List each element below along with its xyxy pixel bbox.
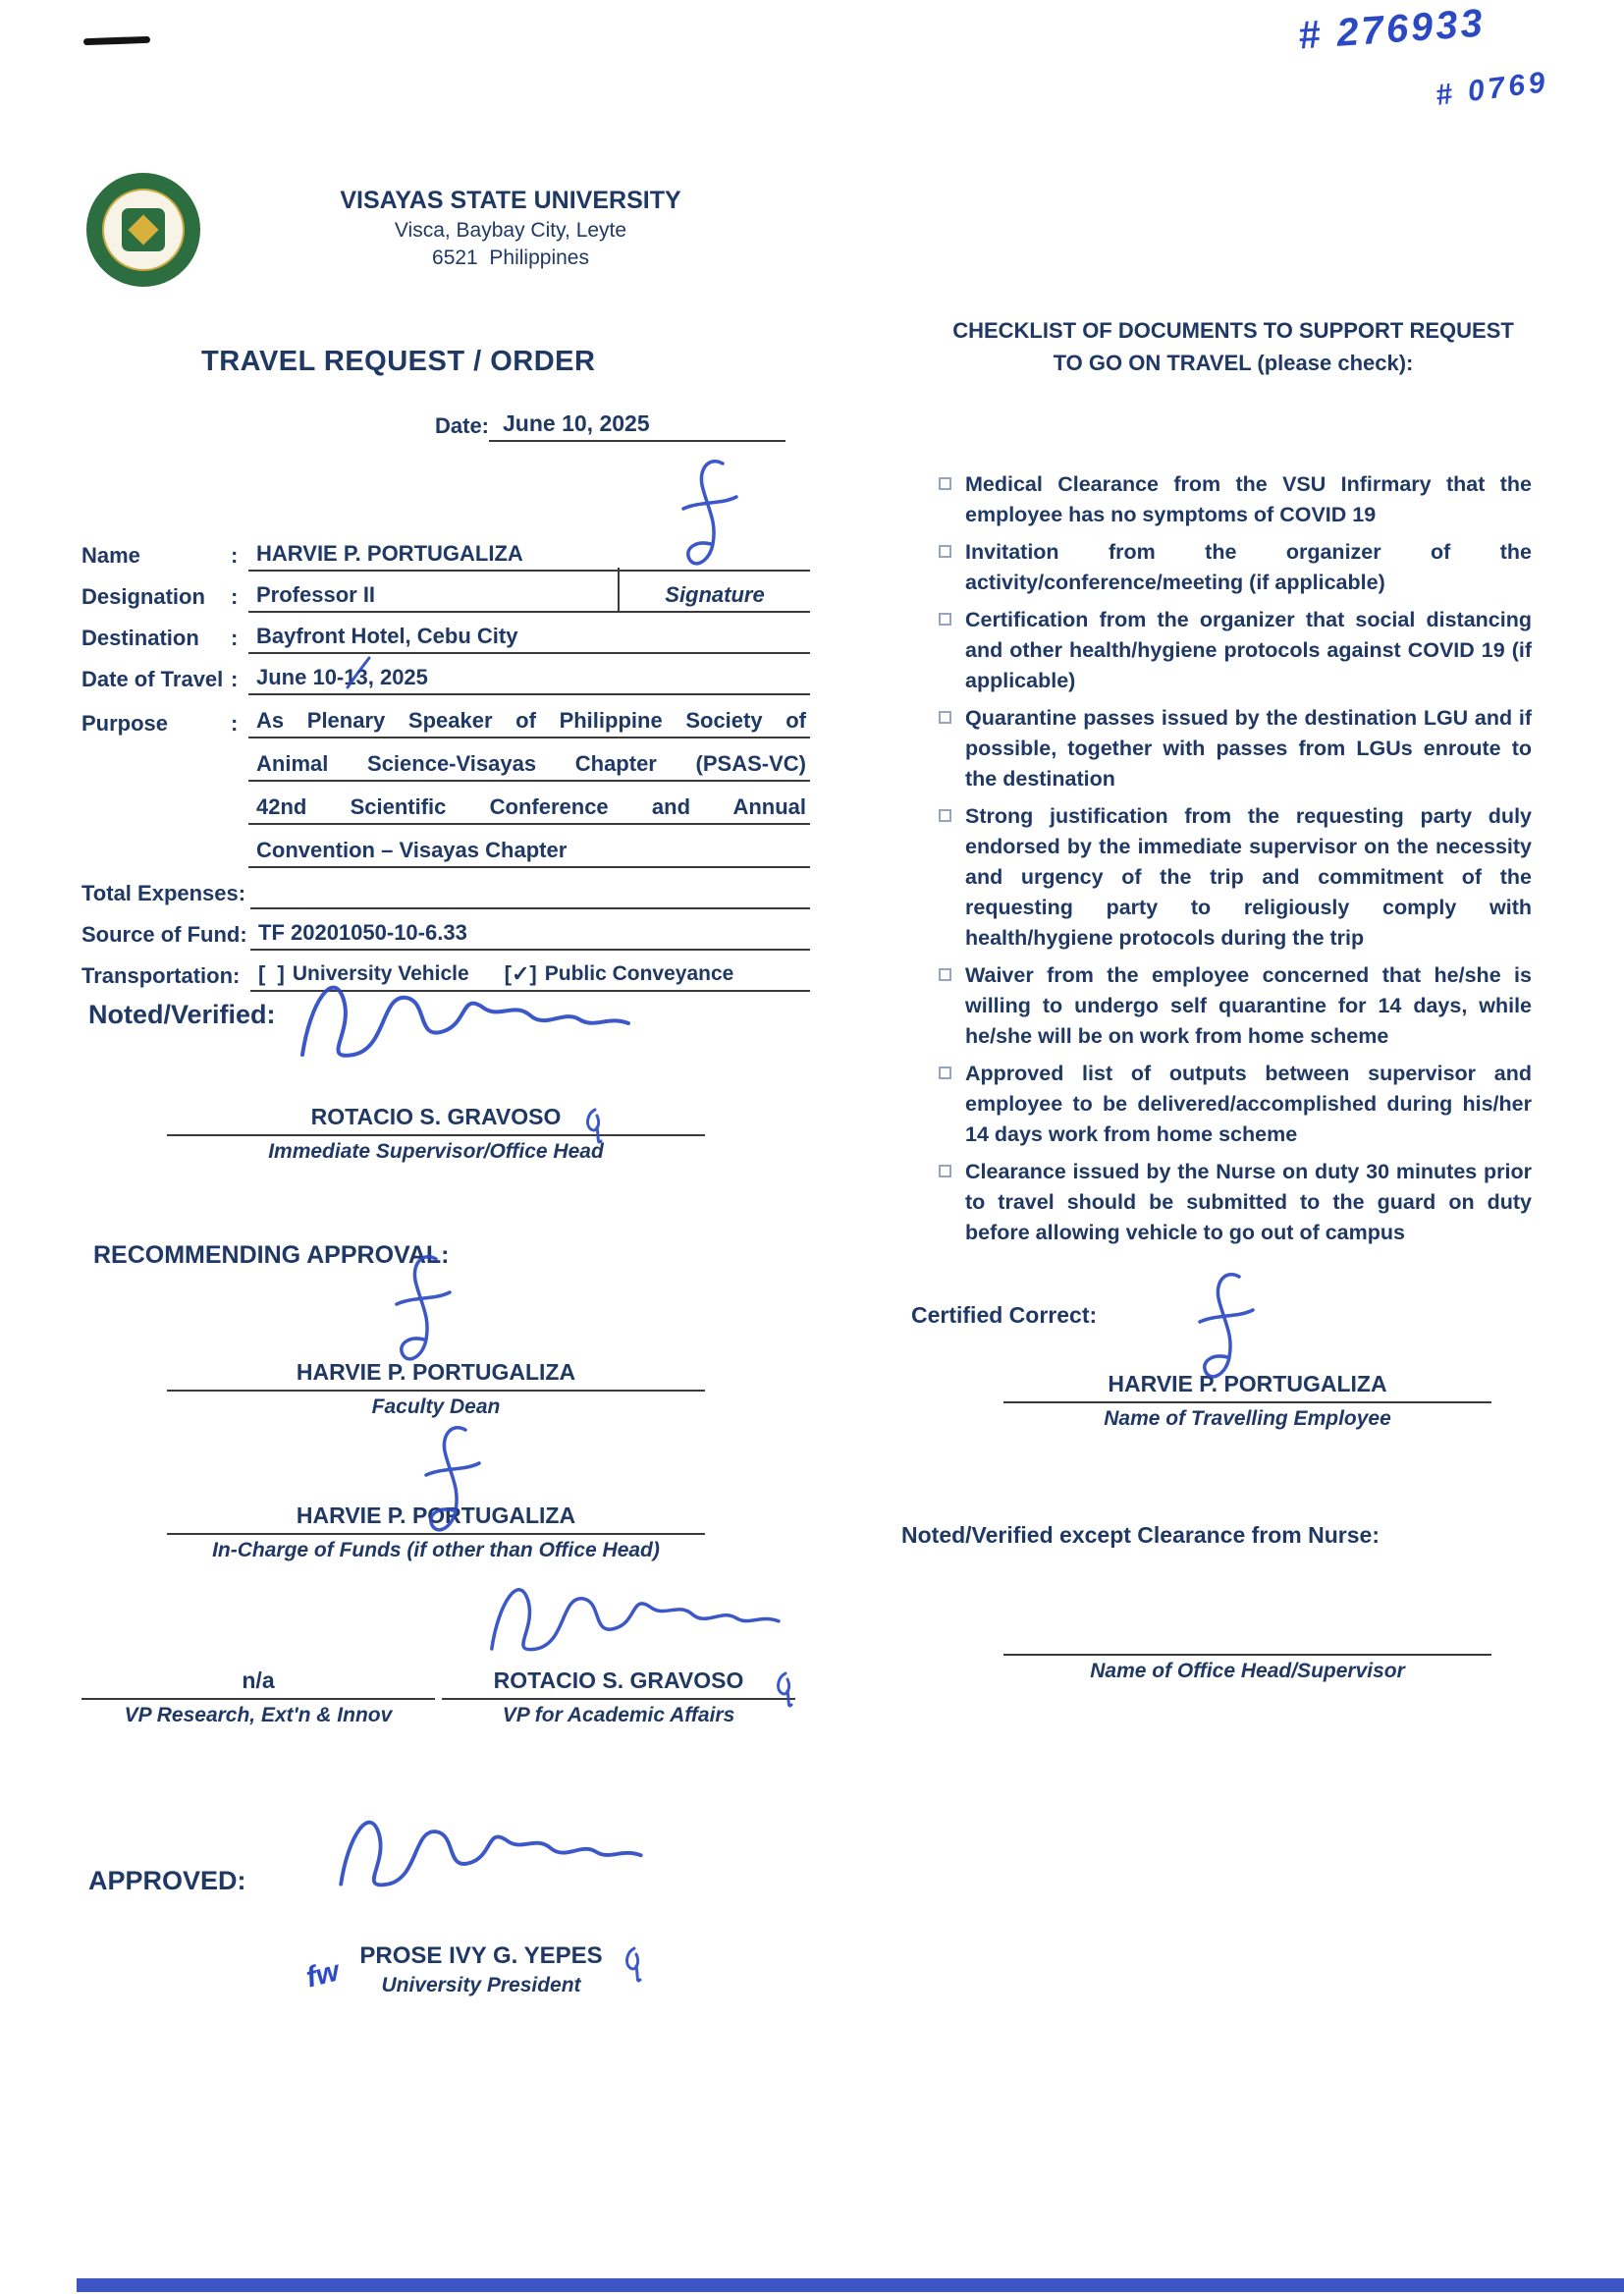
- in-charge-of-funds-title: In-Charge of Funds (if other than Office Head): [212, 1539, 660, 1561]
- checklist-item: [938, 469, 1532, 530]
- checkbox-icon: [939, 1066, 951, 1079]
- request-fields: [81, 530, 810, 992]
- university-vehicle-checkbox: [ ]: [258, 961, 285, 986]
- office-head-caption: Name of Office Head/Supervisor: [1090, 1660, 1405, 1682]
- seal-gold-diamond: [128, 214, 158, 245]
- approved-heading: APPROVED:: [88, 1866, 246, 1895]
- recommending-approval-heading: RECOMMENDING APPROVAL:: [93, 1241, 450, 1269]
- document-title: TRAVEL REQUEST / ORDER: [201, 346, 596, 377]
- signature-president: [341, 1823, 640, 1886]
- public-conveyance-option: Public Conveyance: [544, 962, 734, 985]
- colon: :: [231, 543, 239, 568]
- checkbox-icon: [939, 968, 951, 981]
- field-source-of-fund: [81, 909, 810, 951]
- handwritten-ref-number-2: # 0769: [1434, 66, 1551, 112]
- purpose-line: Convention – Visayas Chapter: [248, 825, 810, 868]
- checklist-item: [938, 537, 1532, 598]
- purpose-line: 42nd Scientific Conference and Annual: [248, 782, 810, 825]
- checklist-item-text: Approved list of outputs between supervisor and employee to be delivered/accomplished during his/her 14 days work from home scheme: [965, 1062, 1532, 1146]
- checkbox-icon: [939, 477, 951, 490]
- handwritten-fw-note: fw: [302, 1954, 343, 1995]
- purpose-label: Purpose: [81, 711, 169, 736]
- checklist-item-text: Waiver from the employee concerned that he/she is willing to undergo self quarantine for 14 days, while he/she will be on work from home scheme: [965, 963, 1532, 1048]
- vp-research-title: VP Research, Ext'n & Innov: [124, 1704, 393, 1726]
- transportation-label: Transportation:: [81, 963, 241, 988]
- faculty-dean-title: Faculty Dean: [371, 1395, 501, 1418]
- checklist-item: [938, 801, 1532, 954]
- noted-verified-heading: Noted/Verified:: [88, 1000, 276, 1029]
- purpose-value: [248, 695, 810, 868]
- checklist-item: [938, 605, 1532, 696]
- travelling-employee-name: HARVIE P. PORTUGALIZA: [1003, 1371, 1491, 1403]
- signatory-faculty-dean: [167, 1359, 705, 1419]
- purpose-line: As Plenary Speaker of Philippine Society of: [248, 695, 810, 738]
- checklist-title-line-2: TO GO ON TRAVEL (please check):: [1053, 351, 1414, 375]
- date-of-travel-value: June 10-13, 2025: [248, 665, 810, 695]
- president-name: PROSE IVY G. YEPES: [359, 1942, 603, 1969]
- colon: :: [231, 626, 239, 650]
- checklist-item-text: Medical Clearance from the VSU Infirmary that the employee has no symptoms of COVID 19: [965, 472, 1532, 526]
- university-vehicle-option: University Vehicle: [292, 962, 469, 985]
- university-name: VISAYAS STATE UNIVERSITY: [340, 187, 681, 214]
- vp-research-name: n/a: [81, 1667, 435, 1700]
- in-charge-of-funds-name: HARVIE P. PORTUGALIZA: [167, 1503, 705, 1535]
- colon: :: [231, 584, 239, 609]
- seal-inner-ring: [102, 189, 185, 271]
- president-title: University President: [381, 1974, 581, 1996]
- field-destination: [81, 613, 810, 654]
- checkbox-icon: [939, 711, 951, 724]
- signature-noted-verified: [302, 988, 628, 1056]
- colon: :: [231, 667, 239, 691]
- signatory-travelling-employee: [1003, 1371, 1491, 1431]
- faculty-dean-name: HARVIE P. PORTUGALIZA: [167, 1359, 705, 1392]
- vp-academic-name: ROTACIO S. GRAVOSO: [442, 1667, 795, 1700]
- seal-emblem: [122, 208, 165, 251]
- checklist-title: [933, 314, 1534, 379]
- signatory-in-charge-of-funds: [167, 1503, 705, 1562]
- handwritten-ref-number-1: # 276933: [1296, 1, 1488, 58]
- date-label: Date:: [435, 413, 490, 438]
- destination-value: Bayfront Hotel, Cebu City: [248, 624, 810, 654]
- scan-mark: [83, 36, 150, 45]
- checklist-item: [938, 1157, 1532, 1248]
- destination-label: Destination: [81, 626, 199, 650]
- signatory-office-head: [1003, 1622, 1491, 1683]
- purpose-line: Animal Science-Visayas Chapter (PSAS-VC): [248, 738, 810, 782]
- total-expenses-label: Total Expenses:: [81, 881, 246, 905]
- office-head-signature-line: [1003, 1622, 1491, 1656]
- total-expenses-value: [250, 904, 810, 909]
- checklist-item: [938, 703, 1532, 794]
- name-value: HARVIE P. PORTUGALIZA: [248, 541, 810, 572]
- travelling-employee-caption: Name of Travelling Employee: [1104, 1407, 1391, 1430]
- checklist-item-text: Certification from the organizer that social distancing and other health/hygiene protocols against COVID 19 (if applicable): [965, 608, 1532, 692]
- date-field: [435, 410, 785, 442]
- transportation-options: [250, 961, 810, 992]
- university-address-1: Visca, Baybay City, Leyte: [394, 219, 627, 242]
- signature-label: Signature: [618, 568, 810, 611]
- signatory-vp-research: [81, 1667, 435, 1727]
- signature-faculty-dean: [397, 1257, 450, 1359]
- letterhead: [236, 187, 785, 270]
- public-conveyance-checkbox-checked: [✓]: [504, 961, 537, 986]
- source-of-fund-value: TF 20201050-10-6.33: [250, 920, 810, 951]
- designation-value: Professor II: [256, 582, 376, 607]
- checkbox-icon: [939, 1165, 951, 1177]
- checklist-item-text: Clearance issued by the Nurse on duty 30 minutes prior to travel should be submitted to the guard on duty before allowing vehicle to go out of campus: [965, 1160, 1532, 1244]
- signatory-vp-academic: [442, 1667, 795, 1727]
- supervisor-title: Immediate Supervisor/Office Head: [268, 1140, 604, 1163]
- signatory-immediate-supervisor: [167, 1104, 705, 1164]
- field-purpose: [81, 695, 810, 868]
- field-designation: [81, 572, 810, 613]
- vp-academic-title: VP for Academic Affairs: [502, 1704, 735, 1726]
- checklist-item-text: Invitation from the organizer of the activity/conference/meeting (if applicable): [965, 540, 1532, 594]
- date-value: June 10, 2025: [489, 410, 785, 442]
- designation-label: Designation: [81, 584, 205, 609]
- signature-certified-correct: [1200, 1275, 1253, 1377]
- date-of-travel-label: Date of Travel: [81, 667, 224, 691]
- designation-value-area: [248, 568, 810, 613]
- noted-except-nurse-heading: Noted/Verified except Clearance from Nurse:: [901, 1522, 1380, 1548]
- field-total-expenses: [81, 868, 810, 909]
- checkbox-icon: [939, 545, 951, 558]
- checkbox-icon: [939, 613, 951, 626]
- checklist: [938, 469, 1532, 1255]
- signature-vp-academic: [492, 1590, 779, 1650]
- field-transportation: [81, 951, 810, 992]
- field-name: [81, 530, 810, 572]
- university-address-2: 6521 Philippines: [432, 246, 589, 269]
- checklist-item: [938, 1059, 1532, 1150]
- colon: :: [231, 711, 239, 736]
- scan-bottom-artifact: [77, 2278, 1624, 2292]
- checklist-item: [938, 960, 1532, 1052]
- vp-signatories-row: [81, 1667, 810, 1727]
- certified-correct-heading: Certified Correct:: [911, 1302, 1098, 1328]
- checkbox-icon: [939, 809, 951, 822]
- checklist-item-text: Strong justification from the requesting party duly endorsed by the immediate supervisor on the necessity and urgency of the trip and commitment of the requesting party to religiously comply with health/hygiene protocols during the trip: [965, 804, 1532, 950]
- supervisor-name: ROTACIO S. GRAVOSO: [167, 1104, 705, 1136]
- name-label: Name: [81, 543, 140, 568]
- checklist-title-line-1: CHECKLIST OF DOCUMENTS TO SUPPORT REQUEST: [952, 318, 1514, 343]
- source-of-fund-label: Source of Fund:: [81, 922, 247, 947]
- field-date-of-travel: [81, 654, 810, 695]
- checklist-item-text: Quarantine passes issued by the destination LGU and if possible, together with passes from LGUs enroute to the destination: [965, 706, 1532, 791]
- university-seal: [86, 173, 200, 287]
